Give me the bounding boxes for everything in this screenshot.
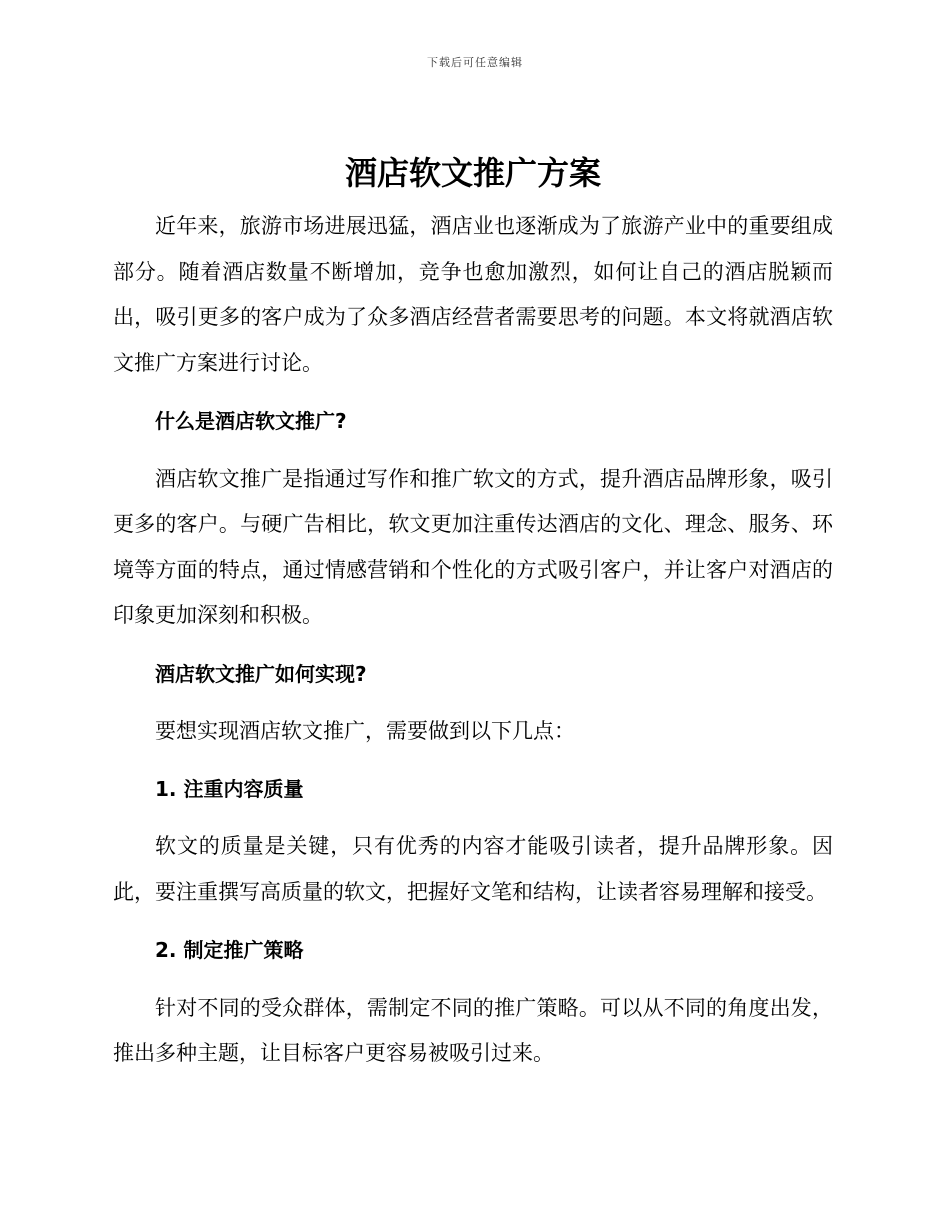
section-heading-point1: 1. 注重内容质量 xyxy=(155,776,304,801)
paragraph-how-intro: 要想实现酒店软文推广，需要做到以下几点： xyxy=(155,719,575,743)
document-body xyxy=(113,148,833,1077)
section-heading-what: 什么是酒店软文推广? xyxy=(155,409,347,433)
paragraph-intro: 近年来，旅游市场进展迅猛，酒店业也逐渐成为了旅游产业中的重要组成部分。随着酒店数量不断增加，竞争也愈加激烈，如何让自己的酒店脱颖而出，吸引更多的客户成为了众多酒店经营者需要思考的问题。本文将就酒店软文推广方案进行讨论。 xyxy=(113,214,833,375)
document-title: 酒店软文推广方案 xyxy=(344,154,601,192)
page-header-note: 下载后可任意编辑 xyxy=(427,56,523,69)
paragraph-point2-body: 针对不同的受众群体，需制定不同的推广策略。可以从不同的角度出发，推出多种主题，让目标客户更容易被吸引过来。 xyxy=(113,995,833,1065)
section-heading-point2: 2. 制定推广策略 xyxy=(155,938,304,962)
section-heading-how: 酒店软文推广如何实现? xyxy=(155,661,367,686)
paragraph-what-body: 酒店软文推广是指通过写作和推广软文的方式，提升酒店品牌形象，吸引更多的客户。与硬广告相比，软文更加注重传达酒店的文化、理念、服务、环境等方面的特点，通过情感营销和个性化的方式吸引客户，并让客户对酒店的印象更加深刻和积极。 xyxy=(113,466,833,627)
paragraph-point1-body: 软文的质量是关键，只有优秀的内容才能吸引读者，提升品牌形象。因此，要注重撰写高质量的软文，把握好文笔和结构，让读者容易理解和接受。 xyxy=(113,834,833,904)
